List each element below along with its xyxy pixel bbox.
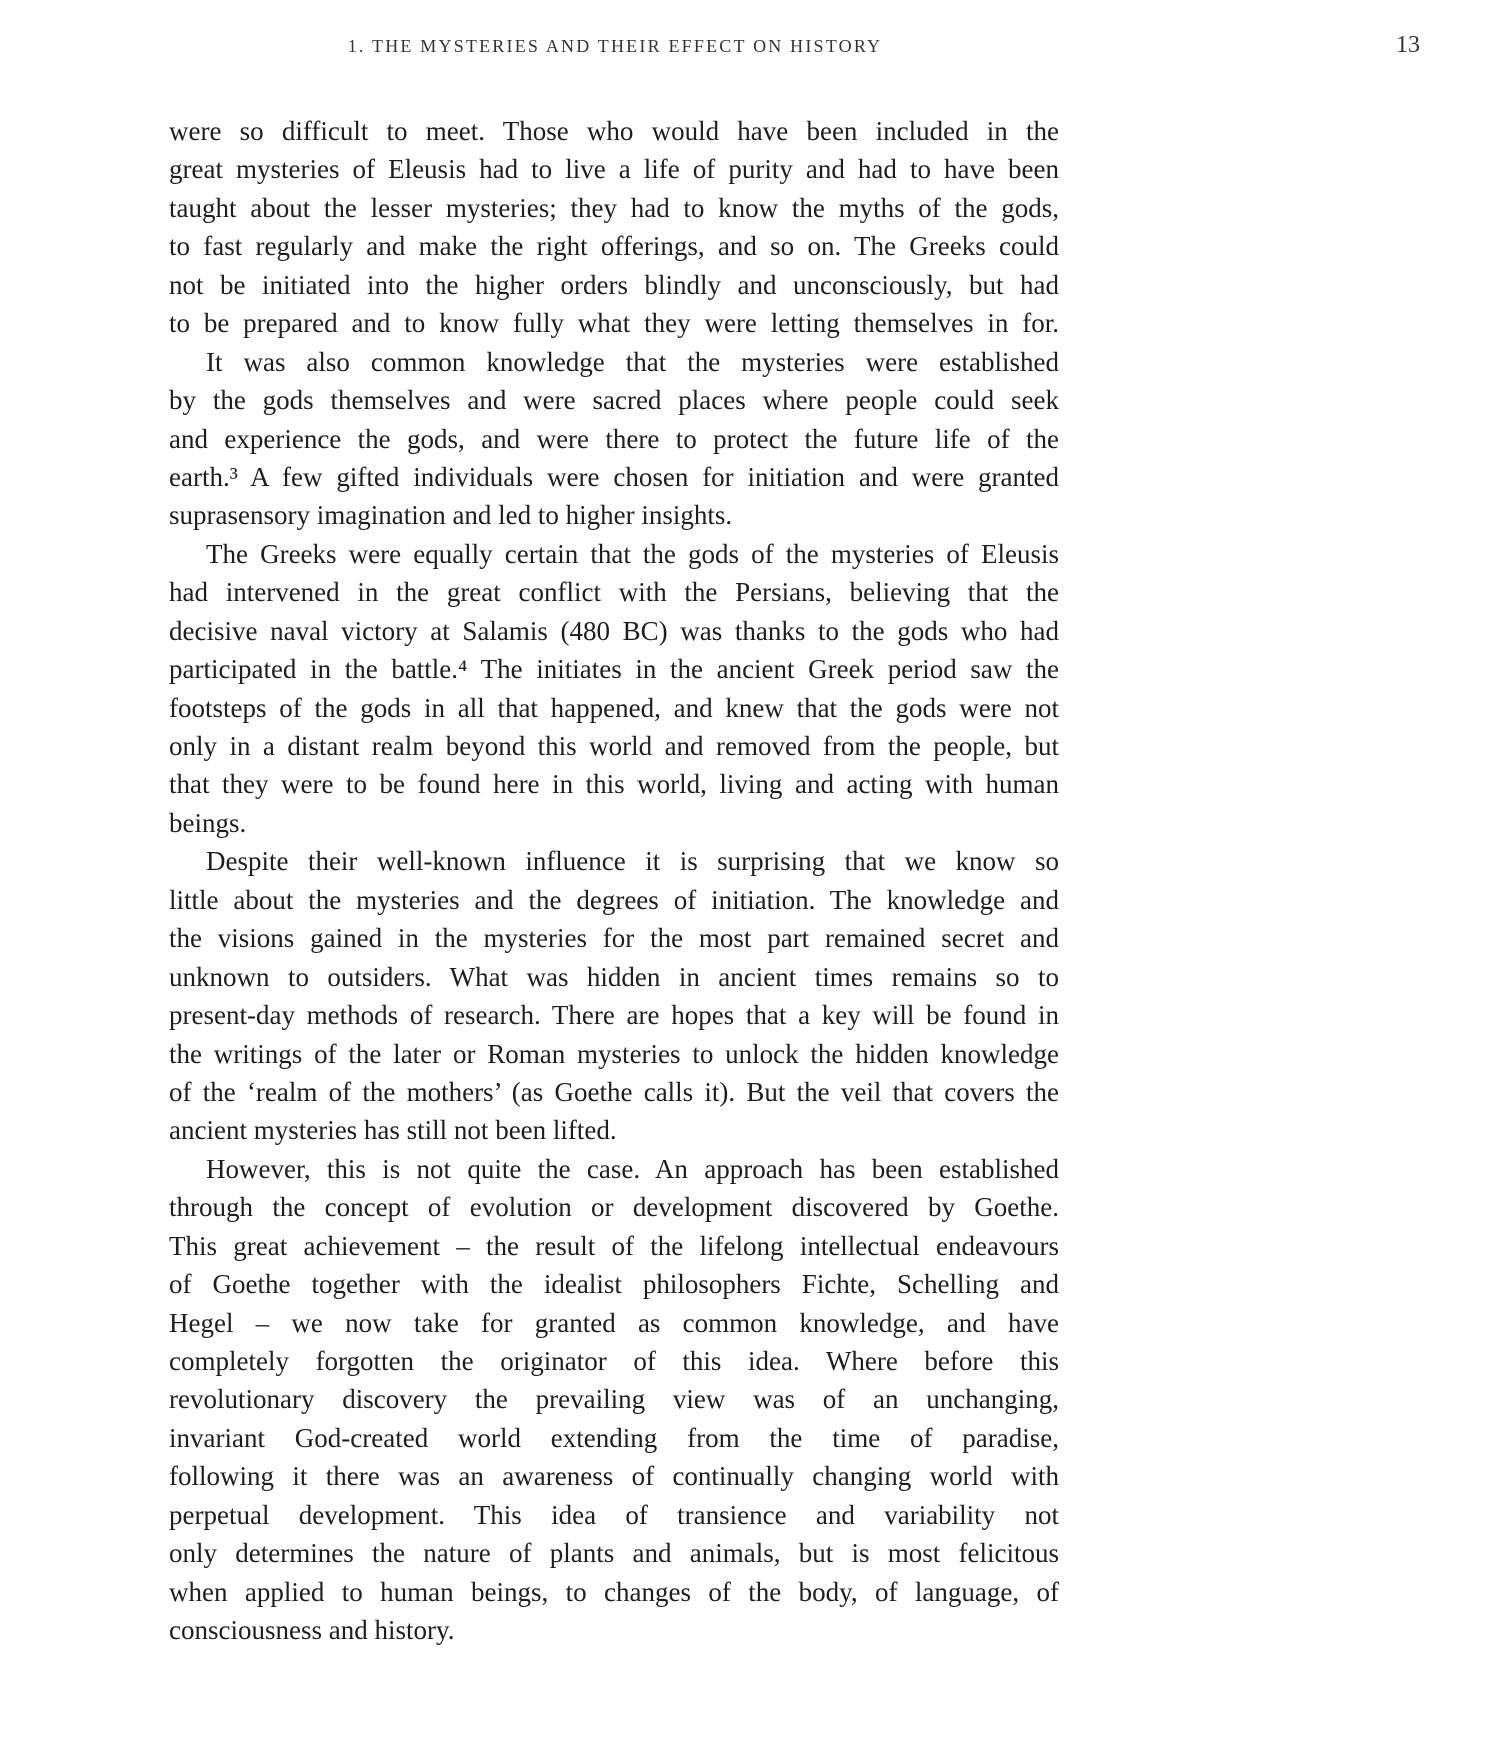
text-line: following it there was an awareness of continually changing world with bbox=[169, 1461, 1059, 1492]
text-line: little about the mysteries and the degrees of initiation. The knowledge and bbox=[169, 884, 1059, 915]
text-line: the writings of the later or Roman mysteries to unlock the hidden knowledge bbox=[169, 1038, 1059, 1069]
text-line: by the gods themselves and were sacred places where people could seek bbox=[169, 385, 1059, 416]
text-line: present-day methods of research. There are hopes that a key will be found in bbox=[169, 1000, 1059, 1031]
text-line: to be prepared and to know fully what they were letting themselves in for. bbox=[169, 308, 1059, 339]
text-line: However, this is not quite the case. An approach has been established bbox=[206, 1153, 1059, 1184]
text-line: footsteps of the gods in all that happened, and knew that the gods were not bbox=[169, 692, 1059, 723]
paragraph bbox=[169, 1150, 1059, 1650]
text-line: and experience the gods, and were there to protect the future life of the bbox=[169, 423, 1059, 454]
body-text bbox=[169, 112, 1059, 1650]
text-line: Despite their well-known influence it is surprising that we know so bbox=[206, 846, 1059, 877]
text-line: the visions gained in the mysteries for the most part remained secret and bbox=[169, 923, 1059, 954]
text-line: only in a distant realm beyond this world and removed from the people, but bbox=[169, 731, 1059, 761]
text-line: not be initiated into the higher orders blindly and unconsciously, but had bbox=[169, 269, 1059, 300]
text-line: unknown to outsiders. What was hidden in ancient times remains so to bbox=[169, 961, 1059, 992]
text-line: revolutionary discovery the prevailing view was of an unchanging, bbox=[169, 1384, 1059, 1415]
text-line: taught about the lesser mysteries; they had to know the myths of the gods, bbox=[169, 192, 1059, 223]
text-line: were so difficult to meet. Those who would have been included in the bbox=[169, 116, 1059, 146]
text-line: The Greeks were equally certain that the gods of the mysteries of Eleusis bbox=[206, 538, 1059, 569]
text-line: perpetual development. This idea of transience and variability not bbox=[169, 1499, 1059, 1530]
text-line: of Goethe together with the idealist philosophers Fichte, Schelling and bbox=[169, 1269, 1059, 1300]
text-line: great mysteries of Eleusis had to live a life of purity and had to have been bbox=[169, 154, 1059, 185]
text-line: This great achievement – the result of the lifelong intellectual endeavours bbox=[169, 1230, 1059, 1261]
text-line: when applied to human beings, to changes of the body, of language, of bbox=[169, 1576, 1059, 1607]
text-line: of the ‘realm of the mothers’ (as Goethe calls it). But the veil that covers the bbox=[169, 1076, 1059, 1107]
running-head-title: 1. THE MYSTERIES AND THEIR EFFECT ON HISTORY bbox=[347, 36, 883, 56]
paragraph bbox=[169, 842, 1059, 1150]
paragraph bbox=[169, 535, 1059, 843]
text-line: to fast regularly and make the right offerings, and so on. The Greeks could bbox=[169, 231, 1059, 262]
text-line: through the concept of evolution or development discovered by Goethe. bbox=[169, 1192, 1059, 1223]
text-line: only determines the nature of plants and animals, but is most felicitous bbox=[169, 1538, 1059, 1569]
paragraph bbox=[169, 112, 1059, 343]
text-line: It was also common knowledge that the mysteries were established bbox=[206, 346, 1059, 377]
text-line: consciousness and history. bbox=[169, 1615, 455, 1646]
text-line: earth.³ A few gifted individuals were chosen for initiation and were granted bbox=[169, 461, 1059, 492]
text-line: decisive naval victory at Salamis (480 BC) was thanks to the gods who had bbox=[169, 615, 1059, 646]
text-line: participated in the battle.⁴ The initiates in the ancient Greek period saw the bbox=[169, 654, 1059, 685]
text-line: ancient mysteries has still not been lifted. bbox=[169, 1115, 617, 1146]
page-number: 13 bbox=[1396, 32, 1420, 58]
text-line: completely forgotten the originator of this idea. Where before this bbox=[169, 1346, 1059, 1376]
text-line: that they were to be found here in this world, living and acting with human bbox=[169, 769, 1059, 800]
text-line: beings. bbox=[169, 807, 247, 838]
text-line: Hegel – we now take for granted as common knowledge, and have bbox=[169, 1307, 1059, 1338]
text-line: invariant God-created world extending from the time of paradise, bbox=[169, 1422, 1059, 1453]
text-line: had intervened in the great conflict with the Persians, believing that the bbox=[169, 577, 1059, 608]
text-line: suprasensory imagination and led to higher insights. bbox=[169, 500, 733, 531]
paragraph bbox=[169, 343, 1059, 535]
